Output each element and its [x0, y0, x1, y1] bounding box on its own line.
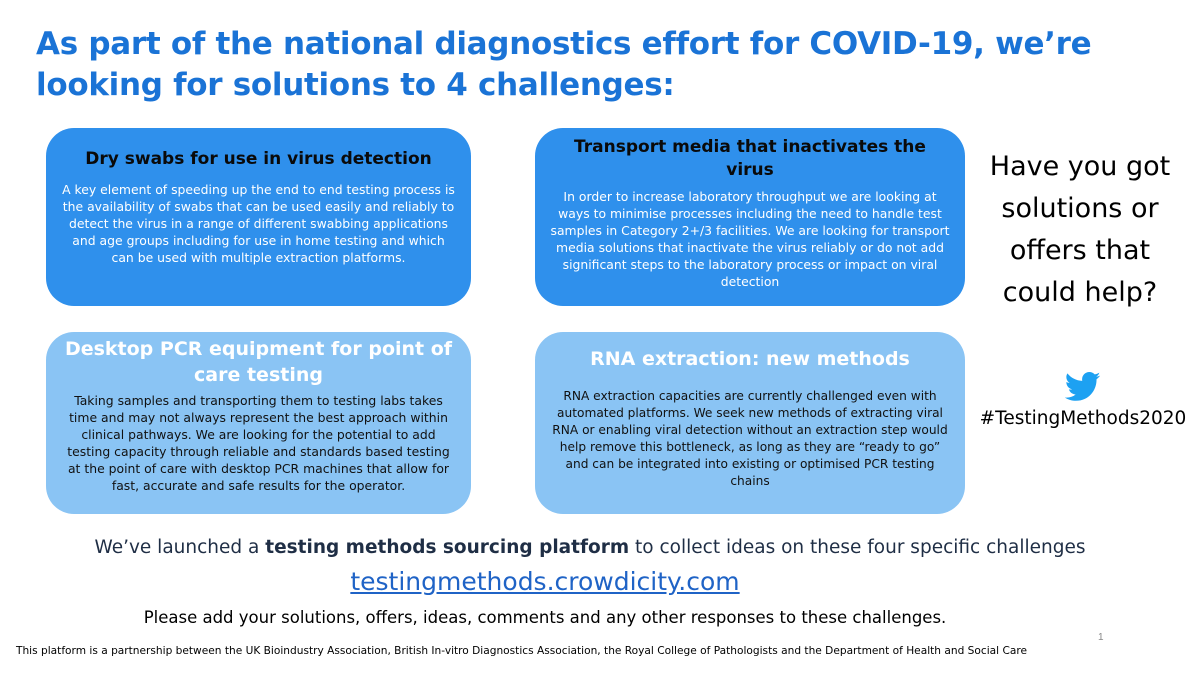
challenge-title: RNA extraction: new methods: [590, 348, 910, 370]
challenge-card-transport-media: [535, 128, 965, 306]
challenge-description: A key element of speeding up the end to end testing process is the availability of swabs that can be used easily and reliably to detect the virus in a range of different swabbing applications and age groups including for use in home testing and which can be used with multiple extraction platforms.: [62, 182, 455, 265]
launch-suffix: to collect ideas on these four specific challenges: [629, 537, 1086, 558]
challenge-card-desktop-pcr: [46, 332, 471, 514]
twitter-bird-icon[interactable]: [1065, 372, 1101, 402]
challenge-card-dry-swabs: [46, 128, 471, 306]
call-to-action-question: Have you got solutions or offers that could help?: [989, 151, 1171, 308]
challenge-card-rna-extraction: [535, 332, 965, 514]
challenge-description: In order to increase laboratory throughput we are looking at ways to minimise processes including the need to handle test samples in Category 2+/3 facilities. We are looking for transport media solutions that inactivate the virus reliably or do not add significant steps to the laboratory process or impact on viral detection: [550, 189, 950, 289]
call-to-action: Please add your solutions, offers, ideas, comments and any other responses to these challenges.: [143, 608, 947, 627]
page-number: 1: [1098, 632, 1104, 643]
challenge-title: Transport media that inactivates the virus: [574, 137, 926, 180]
challenge-title: Dry swabs for use in virus detection: [85, 149, 432, 169]
launch-statement: [30, 537, 1150, 558]
challenge-title: Desktop PCR equipment for point of care testing: [64, 338, 453, 386]
launch-prefix: We’ve launched a: [94, 537, 266, 558]
challenge-description: Taking samples and transporting them to testing labs takes time and may not always represent the best approach within clinical pathways. We are looking for the potential to add testing capacity through reliable and standards based testing at the point of care with desktop PCR machines that allow for fast, accurate and safe results for the operator.: [67, 393, 450, 493]
page-title: As part of the national diagnostics effort for COVID-19, we’re looking for solutions to 4 challenges:: [36, 26, 1092, 103]
launch-bold: testing methods sourcing platform: [265, 537, 630, 558]
footer-partnership: This platform is a partnership between the UK Bioindustry Association, British In-vitro Diagnostics Association, the Royal College of Pathologists and the Department of Health and Social Care: [16, 645, 1027, 657]
hashtag: #TestingMethods2020: [979, 408, 1187, 429]
platform-link[interactable]: testingmethods.crowdicity.com: [350, 567, 740, 596]
challenge-description: RNA extraction capacities are currently challenged even with automated platforms. We seek new methods of extracting viral RNA or enabling viral detection without an extraction step would help remove this bottleneck, as long as they are “ready to go” and can be integrated into existing or optimised PCR testing chains: [552, 389, 948, 488]
